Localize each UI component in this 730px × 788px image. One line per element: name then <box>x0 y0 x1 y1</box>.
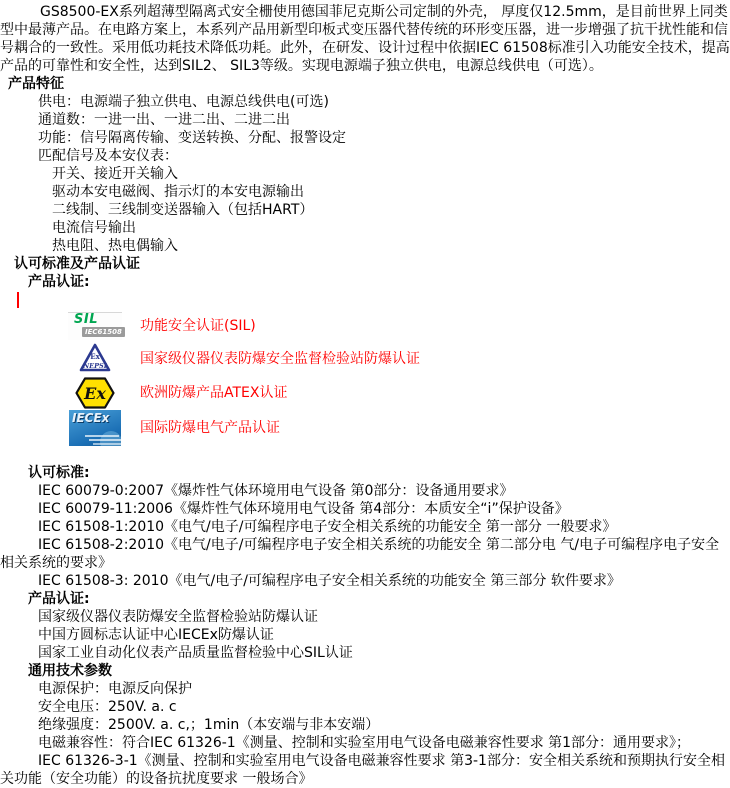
cert-row-iecex <box>0 410 730 446</box>
intro-paragraph: GS8500-EX系列超薄型隔离式安全栅使用德国菲尼克斯公司定制的外壳， 厚度仅12.5mm，是目前世界上同类型中最薄产品。在电路方案上，本系列产品用新型印板式变压器代替传统的环形变压器，进一步增强了抗干扰性能和信号耦合的一致性。采用低功耗技术降低功耗。此外，在研发、设计过程中依据IEC 61508标准引入功能安全技术，提高产品的可靠性和安全性，达到SIL2、 SIL3等级。实现电源端子独立供电，电源总线供电（可选）。 <box>0 4 730 74</box>
product-cert-item: 国家级仪器仪表防爆安全监督检验站防爆认证 <box>38 609 318 625</box>
tech-param-item: 电磁兼容性：符合IEC 61326-1《测量、控制和实验室用电气设备电磁兼容性要求 第1部分：通用要求》； <box>38 735 691 751</box>
standard-item: IEC 60079-0:2007《爆炸性气体环境用电气设备 第0部分：设备通用要求》 <box>38 483 514 499</box>
text-caret <box>17 292 19 308</box>
iecex-globe-icon <box>85 428 121 446</box>
tech-param-item: 电源保护：电源反向保护 <box>38 681 192 697</box>
product-cert-item: 中国方圆标志认证中心IECEx防爆认证 <box>38 627 274 643</box>
standard-item: IEC 61508-3: 2010《电气/电子/可编程序电子安全相关系统的功能安全 第三部分 软件要求》 <box>38 573 621 589</box>
heading-product-features: 产品特征 <box>8 76 64 92</box>
tech-param-item: 绝缘强度：2500V. a. c,；1min（本安端与非本安端） <box>38 717 380 733</box>
feature-subitem: 热电阻、热电偶输入 <box>52 238 178 254</box>
feature-subitem: 驱动本安电磁阀、指示灯的本安电源输出 <box>52 184 304 200</box>
iecex-logo-icon: IECEx <box>69 410 121 446</box>
standard-item: IEC 61508-1:2010《电气/电子/可编程序电子安全相关系统的功能安全 第一部分 一般要求》 <box>38 519 617 535</box>
tech-param-item: 安全电压：250V. a. c <box>38 699 177 715</box>
feature-item: 供电：电源端子独立供电、电源总线供电(可选) <box>38 94 329 110</box>
feature-item: 通道数：一进一出、一进二出、二进二出 <box>38 112 290 128</box>
cert-caption-sil: 功能安全认证(SIL) <box>140 317 256 334</box>
cert-caption-iecex: 国际防爆电气产品认证 <box>140 420 280 436</box>
product-cert-item: 国家工业自动化仪表产品质量监督检验中心SIL认证 <box>38 645 353 661</box>
feature-subitem: 电流信号输出 <box>52 220 136 236</box>
nepsi-ex-logo-icon <box>77 342 113 376</box>
blank-line <box>0 446 730 464</box>
heading-product-certs-2: 产品认证: <box>28 591 90 607</box>
standard-item: IEC 60079-11:2006《爆炸性气体环境用电气设备 第4部分：本质安全“i”保护设备》 <box>38 501 569 517</box>
cert-row-atex <box>0 376 730 410</box>
cert-caption-atex: 欧洲防爆产品ATEX认证 <box>140 385 288 401</box>
svg-text:Ex: Ex <box>90 352 100 361</box>
sil-iec61508-logo-icon: SIL IEC61508 <box>68 312 122 340</box>
standard-item: IEC 61508-2:2010《电气/电子/可编程序电子安全相关系统的功能安全 第二部分电 气/电子可编程序电子安全相关系统的要求》 <box>0 537 720 571</box>
heading-approved-standards: 认可标准: <box>28 465 90 481</box>
svg-text:Ex: Ex <box>84 384 106 403</box>
feature-item: 匹配信号及本安仪表： <box>38 148 178 164</box>
text-cursor-line <box>0 291 730 309</box>
cert-caption-nepsi: 国家级仪器仪表防爆安全监督检验站防爆认证 <box>140 351 420 367</box>
atex-ex-hexagon-logo-icon <box>74 376 116 410</box>
feature-subitem: 开关、接近开关输入 <box>52 166 178 182</box>
heading-general-tech-params: 通用技术参数 <box>28 663 112 679</box>
heading-standards-and-certs: 认可标准及产品认证 <box>14 256 140 272</box>
cert-row-sil <box>0 309 730 342</box>
feature-subitem: 二线制、三线制变送器输入（包括HART） <box>52 202 314 218</box>
tech-param-item: IEC 61326-3-1《测量、控制和实验室用电气设备电磁兼容性要求 第3-1部分：安全相关系统和预期执行安全相关功能（安全功能）的设备抗扰度要求 一般场合》 <box>0 753 725 787</box>
heading-product-certs: 产品认证: <box>28 274 90 290</box>
svg-text:NEPSI: NEPSI <box>83 362 107 370</box>
feature-item: 功能：信号隔离传输、变送转换、分配、报警设定 <box>38 130 346 146</box>
cert-row-nepsi <box>0 342 730 376</box>
